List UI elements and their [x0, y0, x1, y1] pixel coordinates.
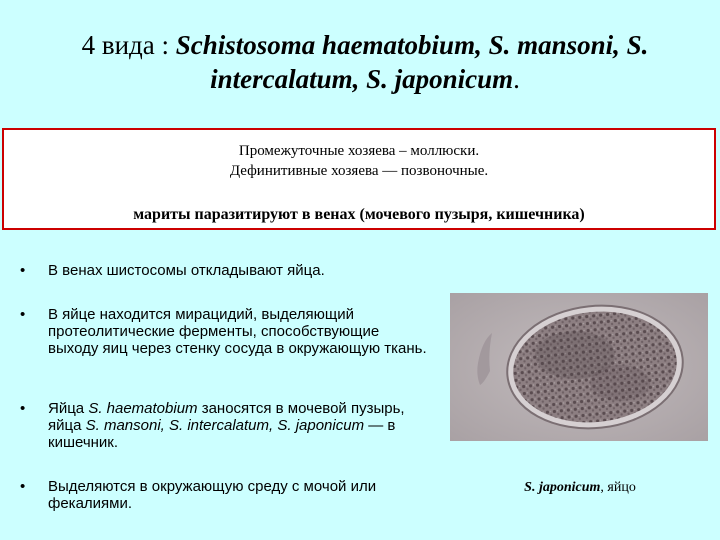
intermediate-hosts-text: Промежуточные хозяева – моллюски.	[238, 143, 480, 159]
bullet-text-part: — в кишечник.	[48, 417, 396, 451]
title-species-line1: Schistosoma haematobium, S. mansoni, S.	[175, 30, 649, 60]
bullet-text-latin: S. haematobium	[88, 400, 198, 417]
title-prefix: 4 вида :	[81, 30, 176, 60]
slide-title	[40, 28, 690, 96]
photo-caption	[500, 480, 660, 496]
bullet-text-part: Яйца	[48, 400, 89, 417]
bullet-text	[48, 400, 428, 451]
bullet-text-latin: S. mansoni, S. intercalatum, S. japonicum	[85, 417, 365, 434]
bullet-mark: •	[20, 306, 26, 323]
definitive-hosts-text: Дефинитивные хозяева — позвоночные.	[229, 163, 489, 179]
bullet-mark: •	[20, 400, 26, 417]
bullet-text: В яйце находится мирацидий, выделяющий протеолитические ферменты, способствующие выходу яиц через стенку сосуда в окружающую ткань.	[48, 306, 427, 357]
bullet-text: В венах шистосомы откладывают яйца.	[48, 262, 325, 279]
egg-micrograph-drawing	[450, 293, 708, 441]
caption-species: S. japonicum	[524, 480, 601, 495]
egg-micrograph	[450, 293, 708, 441]
title-end: .	[513, 64, 520, 94]
bullet-mark: •	[20, 262, 26, 279]
hosts-box	[2, 128, 716, 230]
bullet-text: Выделяются в окружающую среду с мочой или фекалиями.	[48, 478, 377, 512]
title-species-line2: intercalatum, S. japonicum	[210, 64, 514, 94]
caption-rest: , яйцо	[600, 480, 636, 495]
habitat-text: мариты паразитируют в венах (мочевого пузыря, кишечника)	[133, 206, 585, 223]
bullet-text-part: заносятся в мочевой пузырь, яйца	[48, 400, 405, 434]
bullet-mark: •	[20, 478, 26, 495]
